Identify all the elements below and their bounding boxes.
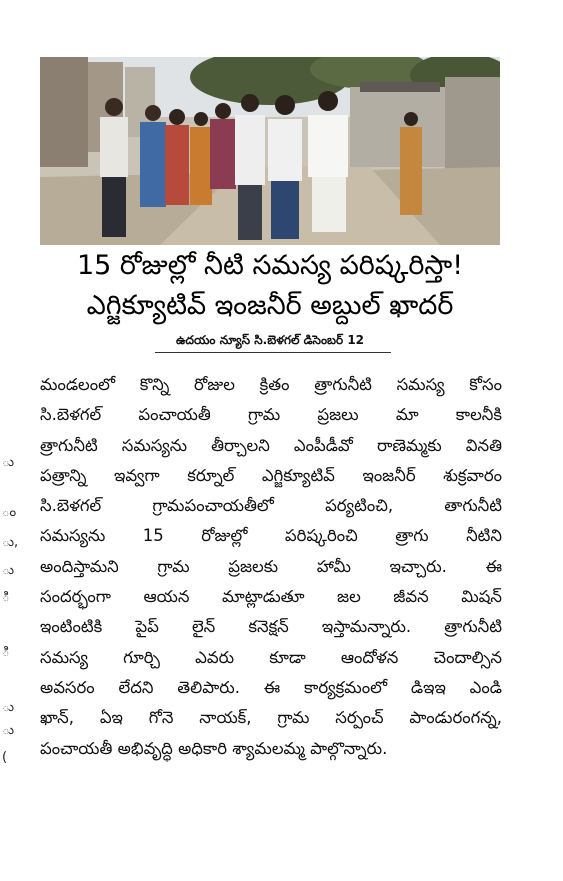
article-line: సందర్భంగా ఆయన మాట్లాడుతూ జల జీవన మిషన్ — [40, 587, 502, 607]
article-line: ఖాన్, ఏఇ గోనె నాయక్, గ్రామ సర్పంచ్ పాండురంగన్న, — [40, 708, 502, 728]
headline-line-1: 15 రోజుల్లో నీటి సమస్య పరిష్కరిస్తా! — [76, 250, 464, 281]
news-photo — [40, 57, 500, 245]
article-body — [40, 370, 502, 764]
headline-line-2: ఎగ్జిక్యూటివ్ ఇంజనీర్ అబ్దుల్ ఖాదర్ — [86, 290, 454, 321]
article-line: పత్రాన్ని ఇవ్వగా కర్నూల్ ఎగ్జిక్యూటివ్ ఇంజనీర్ శుక్రవారం — [40, 465, 502, 485]
margin-fragment: ి — [2, 645, 10, 660]
article-line: సి.బెళగల్ గ్రామపంచాయతీలో పర్యటించి, తాగునీటి — [40, 496, 502, 516]
article-line: సమస్యను 15 రోజుల్లో పరిష్కరించి త్రాగు నీటిని — [40, 526, 502, 546]
article-line: ఇంటింటికి పైప్ లైన్ కనెక్షన్ ఇస్తామన్నారు. త్రాగునీటి — [40, 617, 502, 637]
margin-fragment: ు — [2, 455, 15, 470]
article-line: అవసరం లేదని తెలిపారు. ఈ కార్యక్రమంలో డిఇఇ ఎండి — [40, 677, 502, 697]
photo-icon — [40, 57, 500, 245]
byline-divider — [155, 352, 391, 353]
article-line: సి.బెళగల్ పంచాయతీ గ్రామ ప్రజలు మా కాలనీకి — [40, 405, 502, 425]
article-line: సమస్య గూర్చి ఎవరు కూడా ఆందోళన చెందాల్సిన — [40, 647, 502, 667]
article-line: పంచాయతీ అభివృద్ధి అధికారి శ్యామలమ్మ పాల్గొన్నారు. — [40, 738, 388, 758]
margin-fragment: ం — [2, 505, 17, 520]
margin-fragment: ు — [2, 563, 15, 578]
article-line: త్రాగునీటి సమస్యను తీర్చాలని ఎంపీడీవో రాణెమ్మకు వినతి — [40, 435, 502, 455]
margin-fragment: ు — [2, 700, 15, 715]
article-line: మండలంలో కొన్ని రోజుల క్రితం త్రాగునీటి సమస్య కోసం — [40, 375, 502, 394]
margin-fragment: ు — [2, 723, 15, 738]
article-line: అందిస్తామని గ్రామ ప్రజలకు హామీ ఇచ్చారు. ఈ — [40, 556, 502, 576]
margin-fragment: ు, — [2, 535, 19, 550]
margin-fragment: ( — [2, 750, 8, 765]
byline: ఉదయం న్యూస్ సి.బెళగల్ డిసెంబర్ 12 — [175, 333, 365, 347]
margin-fragment: ి — [2, 590, 10, 605]
adjacent-column-fragments — [0, 455, 19, 775]
